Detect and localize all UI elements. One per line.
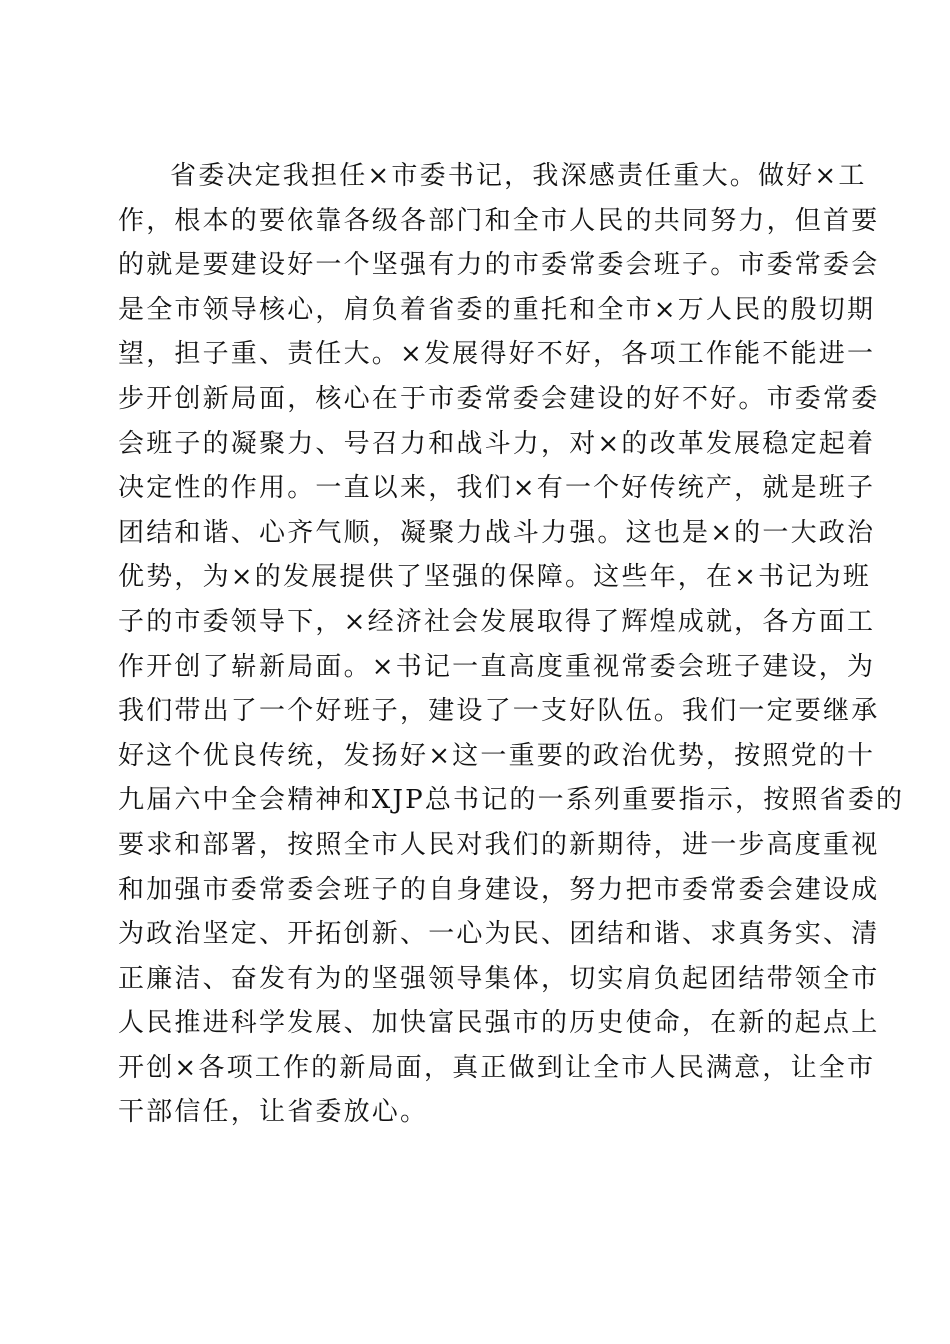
paragraph-line: 决定性的作用。一直以来，我们×有一个好传统产，就是班子 (118, 473, 876, 504)
paragraph-line: 正廉洁、奋发有为的坚强领导集体，切实肩负起团结带领全市 (118, 963, 880, 994)
paragraph-line: 省委决定我担任×市委书记，我深感责任重大。做好×工 (170, 161, 867, 191)
paragraph-line: 开创×各项工作的新局面，真正做到让全市人民满意，让全市 (118, 1052, 876, 1083)
paragraph-line: 的就是要建设好一个坚强有力的市委常委会班子。市委常委会 (118, 250, 880, 281)
paragraph-line: 要求和部署，按照全市人民对我们的新期待，进一步高度重视 (118, 829, 880, 860)
paragraph-line: 和加强市委常委会班子的自身建设，努力把市委常委会建设成 (118, 874, 880, 905)
paragraph-line: 步开创新局面，核心在于市委常委会建设的好不好。市委常委 (118, 383, 880, 414)
paragraph-line: 干部信任，让省委放心。 (118, 1097, 429, 1128)
paragraph-line: 好这个优良传统，发扬好×这一重要的政治优势，按照党的十 (118, 740, 876, 771)
paragraph-line: 望，担子重、责任大。×发展得好不好，各项工作能不能进一 (118, 339, 876, 370)
paragraph-line: 九届六中全会精神和XJP总书记的一系列重要指示，按照省委的 (118, 785, 905, 816)
paragraph-line: 优势，为×的发展提供了坚强的保障。这些年，在×书记为班 (118, 562, 871, 593)
paragraph-line: 我们带出了一个好班子，建设了一支好队伍。我们一定要继承 (118, 696, 880, 727)
paragraph-line: 人民推进科学发展、加快富民强市的历史使命，在新的起点上 (118, 1008, 880, 1039)
paragraph-line: 作，根本的要依靠各级各部门和全市人民的共同努力，但首要 (118, 205, 880, 236)
paragraph-line: 是全市领导核心，肩负着省委的重托和全市×万人民的殷切期 (118, 294, 876, 325)
paragraph-line: 团结和谐、心齐气顺，凝聚力战斗力强。这也是×的一大政治 (118, 517, 876, 548)
body-paragraph (118, 154, 905, 1135)
paragraph-line: 作开创了崭新局面。×书记一直高度重视常委会班子建设，为 (118, 651, 876, 682)
paragraph-line: 会班子的凝聚力、号召力和战斗力，对×的改革发展稳定起着 (118, 428, 876, 459)
paragraph-line: 为政治坚定、开拓创新、一心为民、团结和谐、求真务实、清 (118, 919, 880, 950)
paragraph-line: 子的市委领导下，×经济社会发展取得了辉煌成就，各方面工 (118, 606, 876, 637)
